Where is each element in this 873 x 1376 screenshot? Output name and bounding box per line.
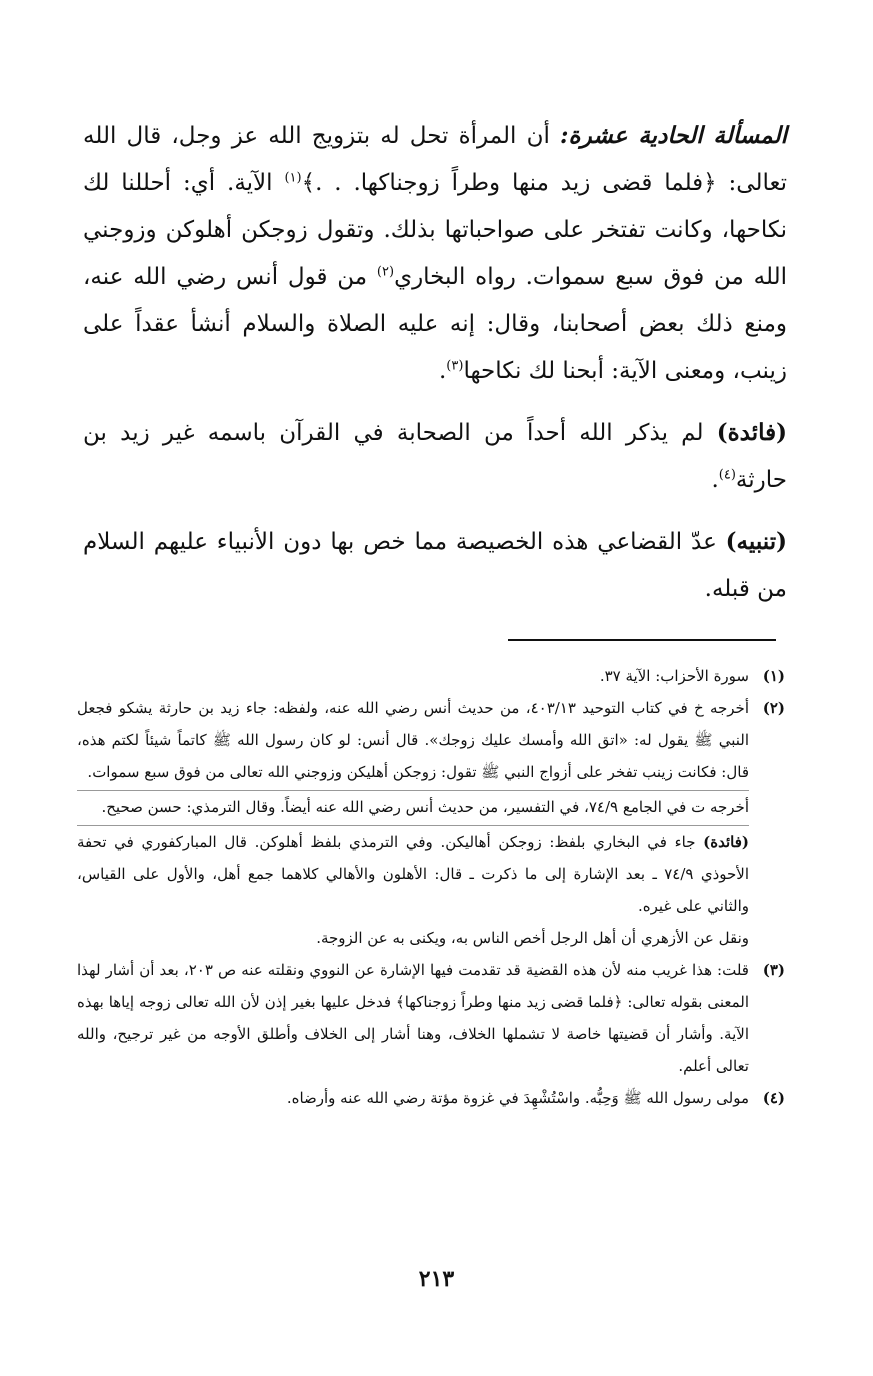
footnote-text-run: جاء في البخاري بلفظ: زوجكن أهاليكن. وفي الترمذي بلفظ أهلوكن. قال المباركفوري في تحفة الأحوذي ٧٤/٩ ـ بعد الإشارة إلى ما ذكرت ـ قال: الأهلون والأهالي كلاهما جمع أهل، والأول على القياس، والثاني على غيره. (77, 833, 750, 915)
main-text (83, 112, 787, 613)
benefit-label: (فائدة) (703, 833, 749, 851)
footnote-2 (77, 692, 785, 954)
footnote-text: سورة الأحزاب: الآية ٣٧. (599, 667, 749, 685)
footnote-body (77, 660, 749, 692)
footnote-ref: (٣) (446, 358, 464, 374)
footnote-text (77, 825, 749, 922)
paragraph-text: أن المرأة تحل له بتزويج الله عز وجل، قال الله تعالى: ﴿فلما قضى زيد منها وطراً زوجناكها. . .﴾ (83, 123, 787, 196)
footnote-4 (77, 1082, 785, 1114)
paragraph-issue-eleven (83, 112, 787, 395)
paragraph-text: لم يذكر الله أحداً من الصحابة في القرآن باسمه غير زيد بن حارثة (83, 420, 787, 493)
footnote-number: (٢) (762, 699, 785, 717)
footnote-number: (٤) (762, 1089, 785, 1107)
paragraph-text: عدّ القضاعي هذه الخصيصة مما خص بها دون الأنبياء عليهم السلام من قبله. (83, 529, 787, 602)
paragraph-text: . (438, 358, 447, 384)
footnote-ref: (٢) (376, 264, 395, 280)
paragraph-notice (83, 518, 787, 613)
footnote-1 (77, 660, 785, 692)
footnote-separator (508, 639, 776, 641)
footnote-number: (١) (762, 667, 785, 685)
footnote-text: أخرجه خ في كتاب التوحيد ٤٠٣/١٣، من حديث أنس رضي الله عنه، ولفظه: جاء زيد بن حارثة يشكو فجعل النبي ﷺ يقول له: «اتق الله وأمسك عليك زوجك». قال أنس: لو كان رسول الله ﷺ كاتماً شيئاً لكتم هذه، قال: فكانت زينب تفخر على أزواج النبي ﷺ تقول: زوجكن أهليكن وزوجني الله تعالى من فوق سبع سموات. (77, 699, 749, 781)
footnote-text: مولى رسول الله ﷺ وَحِبُّه. واسْتُشْهِدَ في غزوة مؤتة رضي الله عنه وأرضاه. (286, 1089, 749, 1107)
footnote-text: أخرجه ت في الجامع ٧٤/٩، في التفسير، من حديث أنس رضي الله عنه أيضاً. وقال الترمذي: حسن صحيح. (77, 790, 749, 823)
footnote-text: ونقل عن الأزهري أن أهل الرجل أخص الناس به، ويكنى به عن الزوجة. (316, 929, 749, 947)
issue-heading: المسألة الحادية عشرة: (560, 122, 787, 149)
footnote-body (77, 1082, 749, 1114)
paragraph-text: من قول أنس رضي الله عنه، ومنع ذلك بعض أصحابنا، وقال: إنه عليه الصلاة والسلام أنشأ عقداً على زينب، ومعنى الآية: أبحنا لك نكاحها (83, 264, 787, 384)
paragraph-text: الآية. أي: أحللنا لك نكاحها، وكانت تفتخر على صواحباتها بذلك. وتقول زوجكن أهلوكن وزوجني الله من فوق سبع سموات. رواه البخاري (83, 170, 787, 290)
footnote-ref: (٤) (718, 467, 736, 483)
footnote-3 (77, 954, 785, 1082)
footnote-body (77, 692, 749, 954)
notice-label: (تنبيه) (725, 528, 787, 555)
paragraph-text: . (711, 467, 719, 493)
paragraph-benefit (83, 409, 787, 504)
footnote-text: قلت: هذا غريب منه لأن هذه القضية قد تقدمت فيها الإشارة عن النووي ونقلته عنه ص ٢٠٣، بعد أن أشار لهذا المعنى بقوله تعالى: ﴿فلما قضى زيد منها وطراً زوجناكها﴾ فدخل عليها بغير إذن لأن الله تعالى زوجه إياها بهذه الآية. وأشار أن قضيتها خاصة لا تشملها الخلاف، وهنا أشار إلى الخلاف وأطلق الأوجه من غير ترجيح، والله تعالى أعلم. (77, 961, 749, 1075)
footnote-ref: (١) (284, 170, 302, 186)
footnote-number: (٣) (762, 961, 785, 979)
page-number: ٢١٣ (418, 1266, 455, 1292)
benefit-label: (فائدة) (716, 419, 787, 446)
footnote-body (77, 954, 749, 1082)
footnotes (77, 660, 785, 1114)
